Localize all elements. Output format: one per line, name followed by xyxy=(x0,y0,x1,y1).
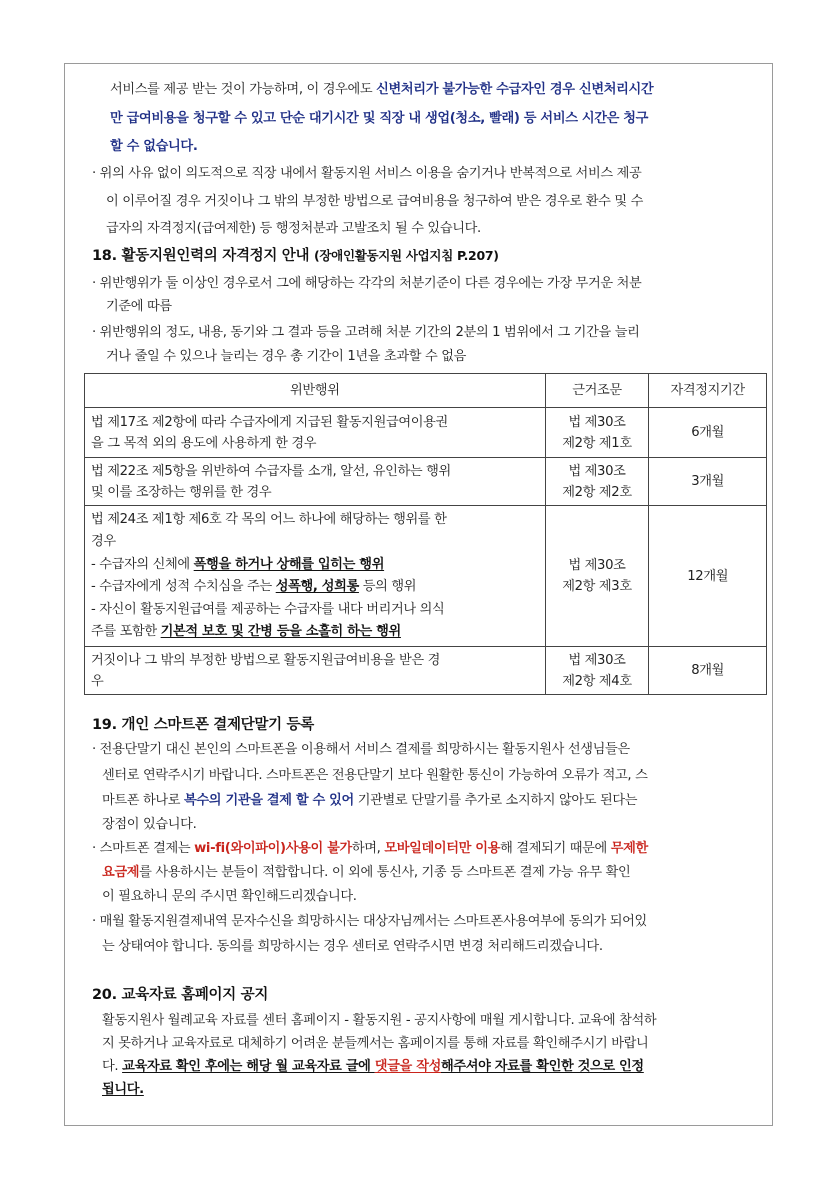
violation-cell: 법 제22조 제5항을 위반하여 수급자를 소개, 알선, 유인하는 행위 및 이를 조장하는 행위를 한 경우 xyxy=(85,458,546,506)
table-row xyxy=(85,408,767,458)
period-cell: 6개월 xyxy=(649,408,767,458)
s19-bullet-1: · 전용단말기 대신 본인의 스마트폰을 이용해서 서비스 결제를 희망하시는 활동지원사 선생님들은 xyxy=(92,742,630,757)
section-20-title: 20. 교육자료 홈페이지 공지 xyxy=(92,987,269,1003)
header-period: 자격정지기간 xyxy=(649,374,767,408)
top-line-1: 서비스를 제공 받는 것이 가능하며, 이 경우에도 신변처리가 불가능한 수급자인 경우 신변처리시간 xyxy=(110,82,654,97)
top-line-3: 할 수 없습니다. xyxy=(110,139,198,154)
header-violation: 위반행위 xyxy=(85,374,546,408)
header-basis: 근거조문 xyxy=(545,374,649,408)
s20-line-2: 지 못하거나 교육자료로 대체하기 어려운 분들께서는 홈페이지를 통해 자료를 확인해주시기 바랍니 xyxy=(102,1036,649,1051)
s19-bullet-3-line-2: 는 상태여야 합니다. 동의를 희망하시는 경우 센터로 연락주시면 변경 처리해드리겠습니다. xyxy=(102,939,603,954)
violation-cell: 법 제17조 제2항에 따라 수급자에게 지급된 활동지원급여이용권 을 그 목적 외의 용도에 사용하게 한 경우 xyxy=(85,408,546,458)
s19-bullet-2-line-2: 요금제를 사용하시는 분들이 적합합니다. 이 외에 통신사, 기종 등 스마트폰 결제 가능 유무 확인 xyxy=(102,865,631,880)
period-cell: 12개월 xyxy=(649,506,767,647)
s19-bullet-2-line-3: 이 필요하니 문의 주시면 확인해드리겠습니다. xyxy=(102,889,357,904)
section-18-reference: (장애인활동지원 사업지침 P.207) xyxy=(313,248,499,263)
s19-bullet-1-line-3: 마트폰 하나로 복수의 기관을 결제 할 수 있어 기관별로 단말기를 추가로 소지하지 않아도 된다는 xyxy=(102,793,638,808)
basis-cell: 법 제30조 제2항 제1호 xyxy=(545,408,649,458)
period-cell: 8개월 xyxy=(649,647,767,695)
top-bullet-3: 급자의 자격정지(급여제한) 등 행정처분과 고발조치 될 수 있습니다. xyxy=(106,221,481,236)
period-cell: 3개월 xyxy=(649,458,767,506)
s18-bullet-1-cont: 기준에 따름 xyxy=(106,299,172,314)
basis-cell: 법 제30조 제2항 제3호 xyxy=(545,506,649,647)
table-row xyxy=(85,647,767,695)
section-18-title: 18. 활동지원인력의 자격정지 안내 (장애인활동지원 사업지침 P.207) xyxy=(92,248,499,264)
s20-line-4: 됩니다. xyxy=(102,1082,144,1097)
basis-cell: 법 제30조 제2항 제4호 xyxy=(545,647,649,695)
table-row xyxy=(85,458,767,506)
s18-bullet-2: · 위반행위의 정도, 내용, 동기와 그 결과 등을 고려해 처분 기간의 2분의 1 범위에서 그 기간을 늘리 xyxy=(92,325,640,340)
suspension-table xyxy=(84,373,767,695)
section-19-title: 19. 개인 스마트폰 결제단말기 등록 xyxy=(92,717,314,733)
violation-cell: 거짓이나 그 밖의 부정한 방법으로 활동지원급여비용을 받은 경 우 xyxy=(85,647,546,695)
s19-bullet-1-line-4: 장점이 있습니다. xyxy=(102,817,197,832)
s18-bullet-2-cont: 거나 줄일 수 있으나 늘리는 경우 총 기간이 1년을 초과할 수 없음 xyxy=(106,349,467,364)
s20-line-3: 다. 교육자료 확인 후에는 해당 월 교육자료 글에 댓글을 작성해주셔야 자료를 확인한 것으로 인정 xyxy=(102,1059,644,1074)
s20-line-1: 활동지원사 월례교육 자료를 센터 홈페이지 - 활동지원 - 공지사항에 매월 게시합니다. 교육에 참석하 xyxy=(102,1013,657,1028)
s18-bullet-1: · 위반행위가 둘 이상인 경우로서 그에 해당하는 각각의 처분기준이 다른 경우에는 가장 무거운 처분 xyxy=(92,276,642,291)
top-line-2: 만 급여비용을 청구할 수 있고 단순 대기시간 및 직장 내 생업(청소, 빨래) 등 서비스 시간은 청구 xyxy=(110,111,649,126)
s19-bullet-1-line-2: 센터로 연락주시기 바랍니다. 스마트폰은 전용단말기 보다 원활한 통신이 가능하여 오류가 적고, 스 xyxy=(102,768,648,783)
s19-bullet-2: · 스마트폰 결제는 wi-fi(와이파이)사용이 불가하며, 모바일데이터만 이용해 결제되기 때문에 무제한 xyxy=(92,841,648,856)
violation-cell: 법 제24조 제1항 제6호 각 목의 어느 하나에 해당하는 행위를 한 경우 - 수급자의 신체에 폭행을 하거나 상해를 입히는 행위 - 수급자에게 성적 수치심을 주는 성폭행, 성희롱 등의 행위 - 자신이 활동지원급여를 제공하는 수급자를 내다 버리거나 의식 주를 포함한 기본적 보호 및 간병 등을 소홀히 하는 행위 xyxy=(85,506,546,647)
top-bullet-2: 이 이루어질 경우 거짓이나 그 밖의 부정한 방법으로 급여비용을 청구하여 받은 경우로 환수 및 수 xyxy=(106,194,643,209)
top-bullet-1: · 위의 사유 없이 의도적으로 직장 내에서 활동지원 서비스 이용을 숨기거나 반복적으로 서비스 제공 xyxy=(92,166,642,181)
basis-cell: 법 제30조 제2항 제2호 xyxy=(545,458,649,506)
table-header-row xyxy=(85,374,767,408)
table-row xyxy=(85,506,767,647)
s19-bullet-3: · 매월 활동지원결제내역 문자수신을 희망하시는 대상자님께서는 스마트폰사용여부에 동의가 되어있 xyxy=(92,914,647,929)
